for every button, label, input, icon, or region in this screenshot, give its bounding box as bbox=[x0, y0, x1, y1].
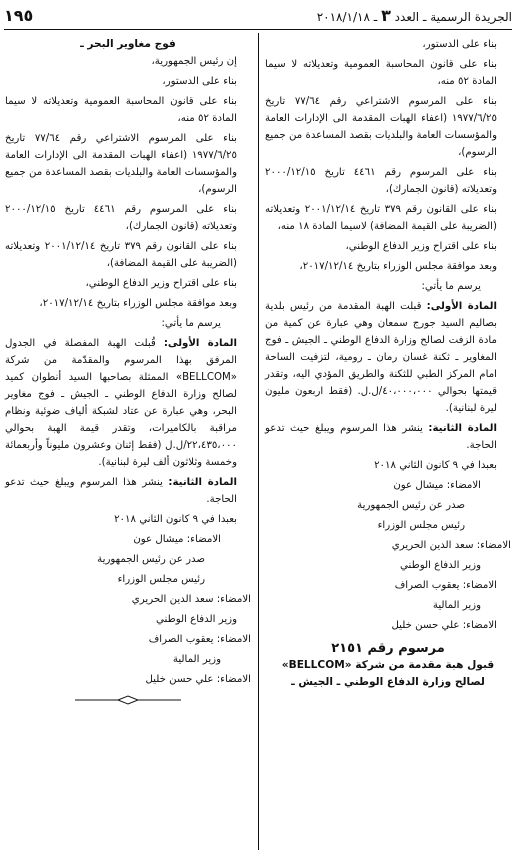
basis-line: بناء على الدستور، bbox=[422, 39, 497, 50]
official-title: وزير الدفاع الوطني bbox=[400, 560, 481, 571]
article-text: ينشر هذا المرسوم ويبلغ حيث تدعو الحاجة. bbox=[265, 423, 497, 451]
signature: الامضاء: سعد الدين الحريري bbox=[391, 540, 511, 551]
signature: الامضاء: يعقوب الصراف bbox=[394, 580, 497, 591]
article-text: قُبلت الهبة المفصلة في الجدول المرفق بهذا المرسوم والمقدّمة من شركة «BELLCOM» الممثلة بصاحبها السيد أنطوان كميد لصالح وزارة الدفاع الوطني ـ الجيش ـ فوج مغاوير البحر، وهي عبارة عن عتاد لشبكة ألياف ضوئية ونظام مراقبة بالكاميرات، وتقدر قيمة الهبة بحوالي ٢٢،٤٣٥،٠٠٠/ل.ل (فقط إثنان وعشرون مليوناً وأربعمائة وخمسة وثلاثون ألف ليرة لبنانية). bbox=[5, 338, 237, 468]
article-two bbox=[5, 474, 251, 508]
basis-line: بناء على اقتراح وزير الدفاع الوطني، bbox=[345, 241, 497, 252]
signature: الامضاء: علي حسن خليل bbox=[391, 620, 497, 631]
signing-date: بعبدا في ٩ كانون الثاني ٢٠١٨ bbox=[374, 460, 497, 471]
official-title: وزير الدفاع الوطني bbox=[156, 614, 237, 625]
decree-number: مرسوم رقم ٢١٥١ bbox=[331, 641, 445, 656]
article-two bbox=[265, 420, 511, 454]
issued-by: صدر عن رئيس الجمهورية bbox=[357, 500, 465, 511]
page-number: ١٩٥ bbox=[4, 6, 34, 25]
page-header bbox=[4, 6, 512, 26]
signature: الامضاء: ميشال عون bbox=[393, 480, 481, 491]
basis-line: بناء على المرسوم رقم ٤٤٦١ تاريخ ٢٠٠٠/١٢/١٥ وتعديلاته (قانون الجمارك)، bbox=[265, 167, 497, 195]
article-label: المادة الأولى: bbox=[163, 338, 237, 349]
decree-subject-cont: فوج مغاوير البحر ـ bbox=[80, 38, 176, 50]
gazette-name: الجريدة الرسمية ـ العدد bbox=[394, 10, 512, 24]
gazette-title bbox=[317, 6, 512, 25]
basis-line: بناء على اقتراح وزير الدفاع الوطني، bbox=[85, 278, 237, 289]
basis-line: بناء على المرسوم الاشتراعي رقم ٧٧/٦٤ تاريخ ١٩٧٧/٦/٢٥ (اعفاء الهبات المقدمة الى الإدارات العامة والمؤسسات العامة والبلديات بقصد المساعدة من جميع الرسوم)، bbox=[265, 96, 497, 158]
signature: الامضاء: سعد الدين الحريري bbox=[131, 594, 251, 605]
article-text: قبلت الهبة المقدمة من رئيس بلدية بصاليم السيد جورج سمعان وهي عبارة عن كمية من مادة الزفت لصالح وزارة الدفاع الوطني ـ الجيش ـ فوج المغاوير ـ ثكنة غسان رمان ـ رومية، لتزفيت الساحة امام المركز الطبي للثكنة والطريق المؤدي اليه، وتقدر قيمتها بحوالي ٤٠،٠٠٠،٠٠٠/ل.ل. (فقط اربعون مليون ليرة لبنانية). bbox=[265, 301, 497, 414]
end-ornament bbox=[5, 694, 251, 711]
president-line: إن رئيس الجمهورية، bbox=[151, 56, 237, 67]
article-one bbox=[5, 335, 251, 471]
basis-line: وبعد موافقة مجلس الوزراء بتاريخ ٢٠١٧/١٢/١٤، bbox=[299, 261, 497, 272]
basis-line: بناء على القانون رقم ٣٧٩ تاريخ ٢٠٠١/١٢/١٤ وتعديلاته (الضريبة على القيمة المضافة) لاسيما المادة ١٨ منه، bbox=[265, 204, 498, 232]
right-column bbox=[265, 36, 511, 691]
issue-number: ٣ bbox=[381, 6, 391, 25]
column-divider bbox=[258, 33, 259, 850]
article-one bbox=[265, 298, 511, 417]
official-title: وزير المالية bbox=[172, 654, 221, 665]
article-label: المادة الثانية: bbox=[168, 477, 237, 488]
signature: الامضاء: علي حسن خليل bbox=[145, 674, 251, 685]
issued-by: صدر عن رئيس الجمهورية bbox=[97, 554, 205, 565]
basis-line: بناء على الدستور، bbox=[162, 76, 237, 87]
basis-line: بناء على قانون المحاسبة العمومية وتعديلاته لا سيما المادة ٥٢ منه، bbox=[265, 59, 497, 87]
article-text: ينشر هذا المرسوم ويبلغ حيث تدعو الحاجة. bbox=[5, 477, 237, 505]
basis-line: وبعد موافقة مجلس الوزراء بتاريخ ٢٠١٧/١٢/١٤، bbox=[39, 298, 237, 309]
basis-line: بناء على قانون المحاسبة العمومية وتعديلاته لا سيما المادة ٥٢ منه، bbox=[5, 96, 237, 124]
left-column bbox=[5, 36, 251, 711]
header-divider bbox=[4, 29, 512, 30]
decrees-line: يرسم ما يأتي: bbox=[161, 318, 221, 329]
signature: الامضاء: يعقوب الصراف bbox=[148, 634, 251, 645]
basis-line: بناء على المرسوم الاشتراعي رقم ٧٧/٦٤ تاريخ ١٩٧٧/٦/٢٥ (اعفاء الهبات المقدمة الى الإدارات العامة والمؤسسات العامة والبلديات بقصد المساعدة من جميع الرسوم)، bbox=[5, 133, 237, 195]
decree-subject: لصالح وزارة الدفاع الوطني ـ الجيش ـ bbox=[291, 676, 485, 688]
divider-ornament-icon bbox=[73, 695, 183, 705]
signature: الامضاء: ميشال عون bbox=[133, 534, 221, 545]
official-title: رئيس مجلس الوزراء bbox=[117, 574, 205, 585]
article-label: المادة الثانية: bbox=[428, 423, 497, 434]
decree-subject: قبول هبة مقدمة من شركة «BELLCOM» bbox=[281, 659, 495, 671]
official-title: رئيس مجلس الوزراء bbox=[377, 520, 465, 531]
signing-date: بعبدا في ٩ كانون الثاني ٢٠١٨ bbox=[114, 514, 237, 525]
article-label: المادة الأولى: bbox=[426, 301, 497, 312]
decrees-line: يرسم ما يأتي: bbox=[421, 281, 481, 292]
basis-line: بناء على المرسوم رقم ٤٤٦١ تاريخ ٢٠٠٠/١٢/١٥ وتعديلاته (قانون الجمارك)، bbox=[5, 204, 237, 232]
official-title: وزير المالية bbox=[432, 600, 481, 611]
issue-date: ـ ٢٠١٨/١/١٨ bbox=[316, 10, 378, 24]
basis-line: بناء على القانون رقم ٣٧٩ تاريخ ٢٠٠١/١٢/١٤ وتعديلاته (الضريبة على القيمة المضافة)، bbox=[5, 241, 238, 269]
